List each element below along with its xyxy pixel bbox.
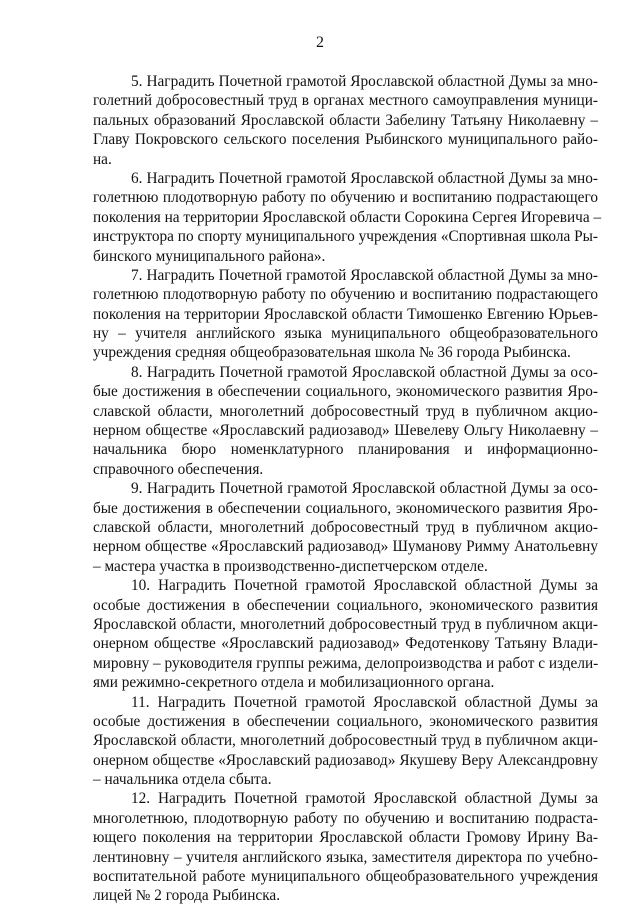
- paragraph-line: ющего поколения на территории Ярославской области Громову Ирину Ва-: [93, 829, 598, 847]
- paragraph-line: 10. Наградить Почетной грамотой Ярославской областной Думы за: [131, 577, 598, 595]
- paragraph-line: начальника бюро номенклатурного планирования и информационно-: [93, 441, 598, 459]
- paragraph-line: онерном обществе «Ярославский радиозавод» Якушеву Веру Александровну: [93, 751, 598, 769]
- paragraph-line: 7. Наградить Почетной грамотой Ярославской областной Думы за мно-: [131, 266, 598, 284]
- paragraph-line: инструктора по спорту муниципального учреждения «Спортивная школа Ры-: [93, 228, 598, 246]
- paragraph-item-5: [93, 72, 598, 169]
- paragraph-line: 6. Наградить Почетной грамотой Ярославской областной Думы за мно-: [131, 169, 598, 187]
- paragraph-line: Главу Покровского сельского поселения Рыбинского муниципального райо-: [93, 131, 598, 149]
- paragraph-line: на.: [93, 150, 112, 168]
- paragraph-line: 9. Наградить Почетной грамотой Ярославской областной Думы за осо-: [131, 480, 598, 498]
- paragraph-line: лентиновну – учителя английского языка, заместителя директора по учебно-: [93, 848, 598, 866]
- paragraph-line: поколения на территории Ярославской области Тимошенко Евгению Юрьев-: [93, 305, 598, 323]
- paragraph-line: голетнюю плодотворную работу по обучению и воспитанию подрастающего: [93, 286, 598, 304]
- paragraph-line: нерном обществе «Ярославский радиозавод» Шуманову Римму Анатольевну: [93, 538, 598, 556]
- paragraph-line: поколения на территории Ярославской области Сорокина Сергея Игоревича –: [93, 208, 602, 226]
- paragraph-line: воспитательной работе муниципального общеобразовательного учреждения: [93, 868, 598, 886]
- paragraph-line: бые достижения в обеспечении социального, экономического развития Яро-: [93, 383, 598, 401]
- paragraph-line: нерном обществе «Ярославский радиозавод» Шевелеву Ольгу Николаевну –: [93, 422, 598, 440]
- paragraph-item-8: [93, 363, 598, 479]
- paragraph-line: 5. Наградить Почетной грамотой Ярославской областной Думы за мно-: [131, 73, 598, 90]
- paragraph-line: особые достижения в обеспечении социального, экономического развития: [93, 712, 598, 730]
- paragraph-line: 11. Наградить Почетной грамотой Ярославской областной Думы за: [131, 693, 598, 711]
- paragraph-line: 12. Наградить Почетной грамотой Ярославской областной Думы за: [131, 790, 598, 808]
- paragraph-line: – начальника отдела сбыта.: [93, 771, 272, 789]
- paragraph-line: ями режимно-секретного отдела и мобилизационного органа.: [93, 674, 495, 692]
- paragraph-line: справочного обеспечения.: [93, 460, 264, 478]
- paragraph-line: голетнюю плодотворную работу по обучению и воспитанию подрастающего: [93, 189, 598, 207]
- paragraph-line: учреждения средняя общеобразовательная школа № 36 города Рыбинска.: [93, 344, 571, 362]
- paragraph-line: мировну – руководителя группы режима, делопроизводства и работ с издели-: [93, 654, 599, 672]
- document-body: [93, 72, 602, 906]
- paragraph-line: – мастера участка в производственно-диспетчерском отделе.: [93, 557, 488, 575]
- paragraph-line: Ярославской области, многолетний добросовестный труд в публичном акци-: [93, 732, 598, 750]
- paragraph-item-9: [93, 479, 598, 576]
- paragraph-line: Ярославской области, многолетний добросовестный труд в публичном акци-: [93, 615, 598, 633]
- paragraph-line: ну – учителя английского языка муниципального общеобразовательного: [93, 325, 598, 343]
- paragraph-item-10: [93, 576, 598, 692]
- paragraph-item-7: [93, 266, 598, 363]
- paragraph-line: голетний добросовестный труд в органах местного самоуправления муници-: [93, 92, 598, 110]
- paragraph-line: онерном обществе «Ярославский радиозавод» Федотенкову Татьяну Влади-: [93, 635, 598, 653]
- page-number: 2: [316, 34, 324, 51]
- paragraph-line: славской области, многолетний добросовестный труд в публичном акцио-: [93, 518, 598, 536]
- paragraph-item-12: [93, 789, 598, 905]
- paragraph-item-11: [93, 693, 598, 790]
- paragraph-line: бинского муниципального района».: [93, 247, 326, 265]
- paragraph-line: 8. Наградить Почетной грамотой Ярославской областной Думы за осо-: [131, 363, 598, 381]
- paragraph-line: пальных образований Ярославской области Забелину Татьяну Николаевну –: [93, 111, 598, 129]
- paragraph-line: славской области, многолетний добросовестный труд в публичном акцио-: [93, 402, 598, 420]
- paragraph-line: лицей № 2 города Рыбинска.: [93, 887, 281, 905]
- paragraph-line: многолетнюю, плодотворную работу по обучению и воспитанию подраста-: [93, 809, 598, 827]
- paragraph-line: бые достижения в обеспечении социального, экономического развития Яро-: [93, 499, 598, 517]
- paragraph-line: особые достижения в обеспечении социального, экономического развития: [93, 596, 598, 614]
- paragraph-item-6: [93, 169, 602, 266]
